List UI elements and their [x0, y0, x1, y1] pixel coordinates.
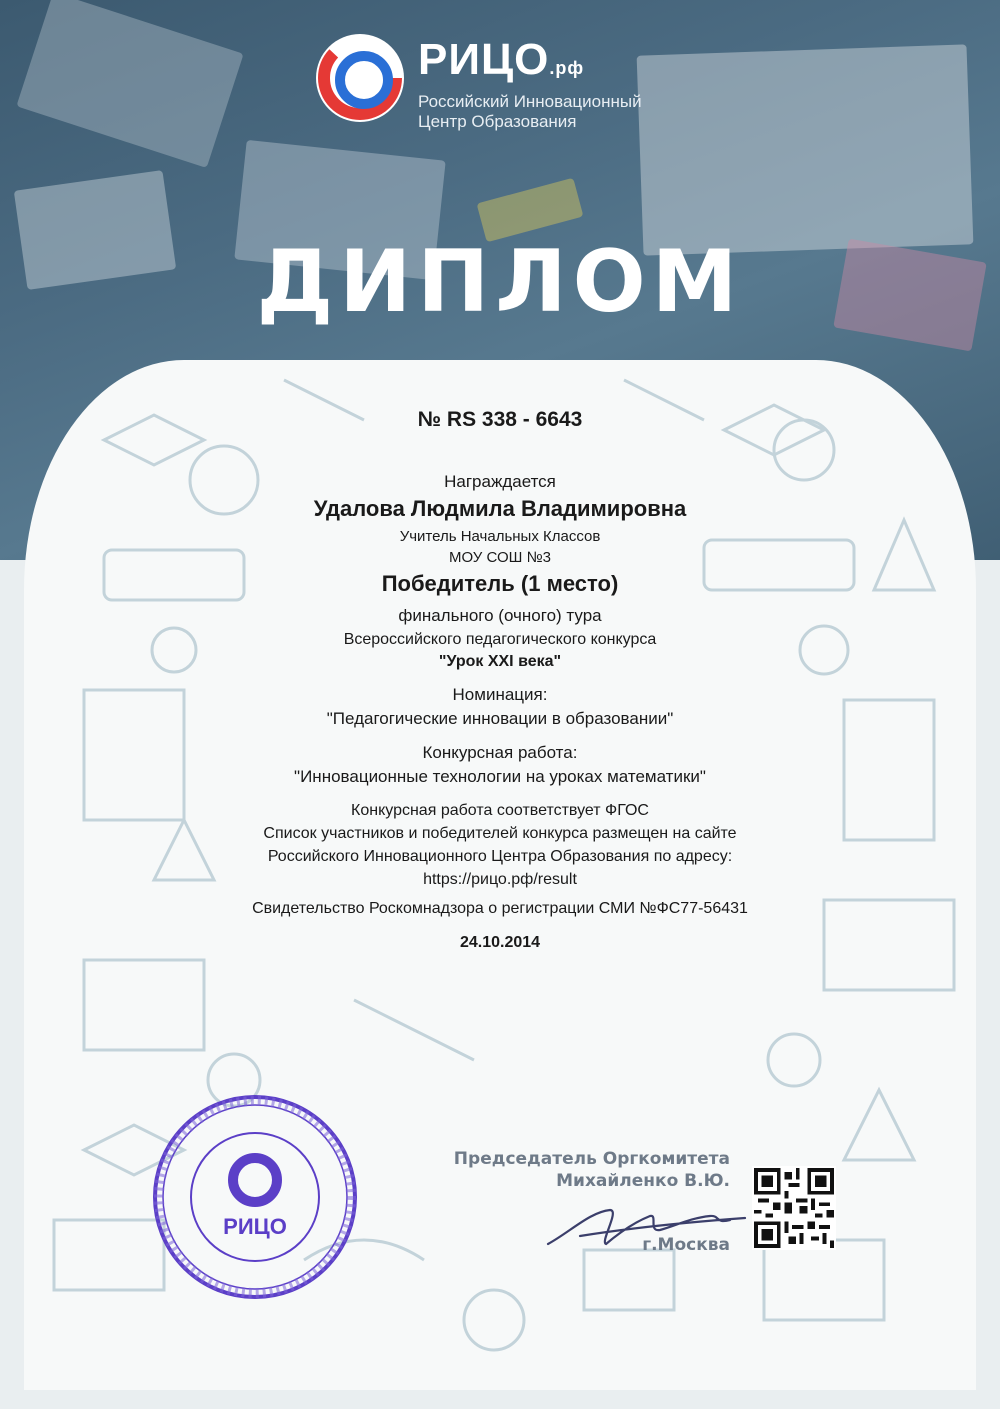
awarded-label: Награждается: [444, 472, 556, 491]
diploma-date: 24.10.2014: [459, 934, 541, 951]
logo-domain: .рф: [549, 58, 585, 78]
rico-logo: [312, 30, 712, 130]
signing-city: г.Москва: [642, 1235, 730, 1255]
stamp-text: РИЦО: [223, 1214, 287, 1239]
certificate-body: [100, 408, 900, 954]
logo-line-1: Российский Инновационный: [418, 92, 642, 111]
recipient-school: МОУ СОШ №3: [448, 549, 552, 566]
award-place: Победитель (1 место): [381, 571, 619, 596]
signer-title: Председатель Оргкомитета: [453, 1149, 730, 1169]
recipient-name: Удалова Людмила Владимировна: [313, 496, 687, 521]
media-registration: Свидетельство Роскомнадзора о регистрации СМИ №ФС77-56431: [252, 900, 748, 917]
contest-round: финального (очного) тура: [398, 606, 602, 625]
contest-name: "Урок XXI века": [438, 653, 562, 670]
diploma-number: № RS 338 - 6643: [417, 408, 583, 431]
qr-code: [752, 1166, 836, 1250]
nomination-label: Номинация:: [452, 685, 548, 704]
results-url[interactable]: https://рицо.рф/result: [423, 871, 577, 888]
stamp-seal: [150, 1092, 360, 1302]
rico-logo-icon: [312, 30, 408, 126]
signer-name: Михайленко В.Ю.: [556, 1171, 730, 1191]
work-label: Конкурсная работа:: [422, 743, 578, 762]
participants-list-line-2: Российского Инновационного Центра Образования по адресу:: [267, 848, 733, 865]
organization-stamp: [150, 1092, 360, 1302]
handwritten-signature: [540, 1192, 750, 1262]
qr-code-icon: [754, 1168, 834, 1248]
logo-line-2: Центр Образования: [418, 112, 577, 131]
recipient-position: Учитель Начальных Классов: [399, 528, 601, 545]
fgos-note: Конкурсная работа соответствует ФГОС: [351, 802, 649, 819]
work-value: "Инновационные технологии на уроках математики": [294, 767, 706, 786]
nomination-value: "Педагогические инновации в образовании": [326, 709, 674, 728]
logo-brand: РИЦО: [418, 35, 550, 84]
diploma-title: ДИПЛОМ: [256, 232, 744, 332]
participants-list-line-1: Список участников и победителей конкурса размещен на сайте: [263, 825, 737, 842]
contest-title: Всероссийского педагогического конкурса: [343, 631, 657, 648]
